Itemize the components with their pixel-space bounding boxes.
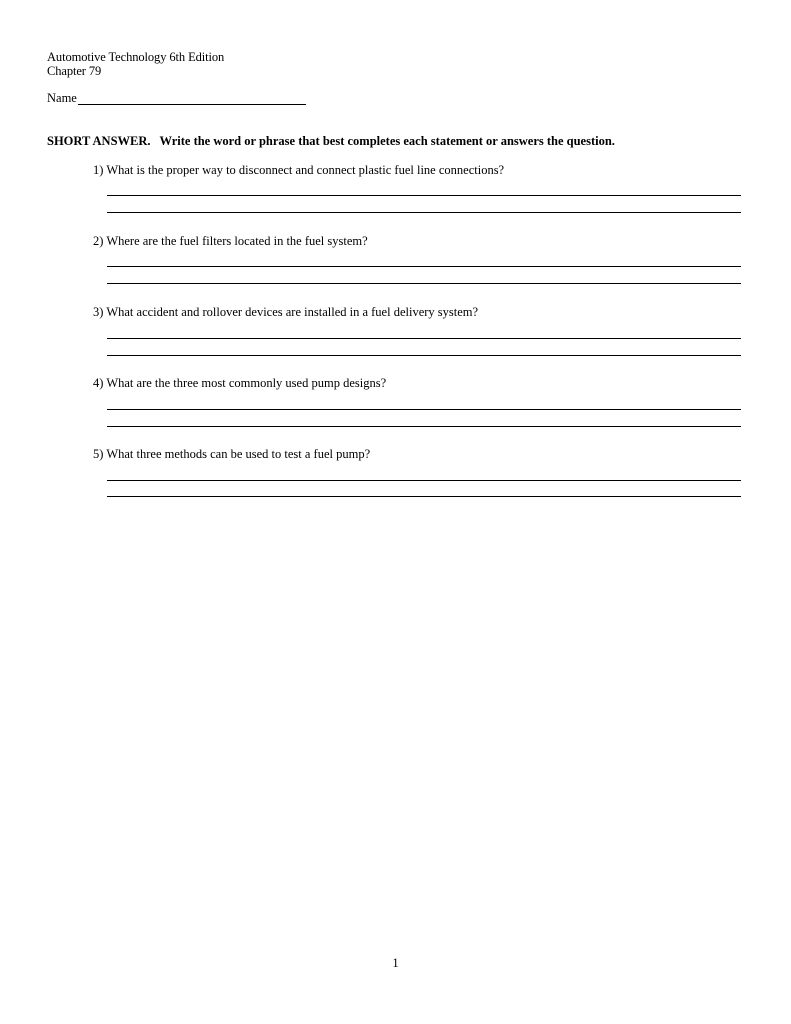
answer-line-5b[interactable] — [107, 496, 741, 497]
answer-line-3b[interactable] — [107, 355, 741, 356]
page-number: 1 — [392, 956, 399, 970]
question-number: 5) — [93, 447, 104, 461]
question-prompt: What accident and rollover devices are installed in a fuel delivery system? — [106, 305, 479, 319]
question-prompt: Where are the fuel filters located in the fuel system? — [106, 234, 368, 248]
section-instructions-text: Write the word or phrase that best completes each statement or answers the question. — [159, 134, 615, 148]
answer-line-4b[interactable] — [107, 426, 741, 427]
question-5-text — [93, 447, 743, 462]
answer-line-3a[interactable] — [107, 338, 741, 339]
question-5 — [93, 447, 743, 462]
section-instructions — [47, 134, 615, 149]
question-1-text — [93, 163, 743, 178]
question-2 — [93, 234, 743, 249]
question-number: 1) — [93, 163, 104, 177]
answer-line-5a[interactable] — [107, 480, 741, 481]
answer-line-4a[interactable] — [107, 409, 741, 410]
question-3-text — [93, 305, 743, 320]
document-title: Automotive Technology 6th Edition — [47, 50, 225, 64]
section-heading: SHORT ANSWER. — [47, 134, 151, 148]
answer-line-1a[interactable] — [107, 195, 741, 196]
question-prompt: What are the three most commonly used pump designs? — [106, 376, 387, 390]
name-label: Name — [47, 91, 77, 105]
question-4 — [93, 376, 743, 391]
question-4-text — [93, 376, 743, 391]
answer-line-1b[interactable] — [107, 212, 741, 213]
question-number: 3) — [93, 305, 104, 319]
question-2-text — [93, 234, 743, 249]
answer-line-2a[interactable] — [107, 266, 741, 267]
question-1 — [93, 163, 743, 178]
question-number: 2) — [93, 234, 104, 248]
question-3 — [93, 305, 743, 320]
answer-line-2b[interactable] — [107, 283, 741, 284]
chapter-label: Chapter 79 — [47, 64, 102, 78]
question-number: 4) — [93, 376, 104, 390]
question-prompt: What three methods can be used to test a fuel pump? — [106, 447, 371, 461]
name-field-row — [47, 91, 306, 105]
question-prompt: What is the proper way to disconnect and connect plastic fuel line connections? — [106, 163, 505, 177]
name-field[interactable] — [78, 92, 306, 105]
